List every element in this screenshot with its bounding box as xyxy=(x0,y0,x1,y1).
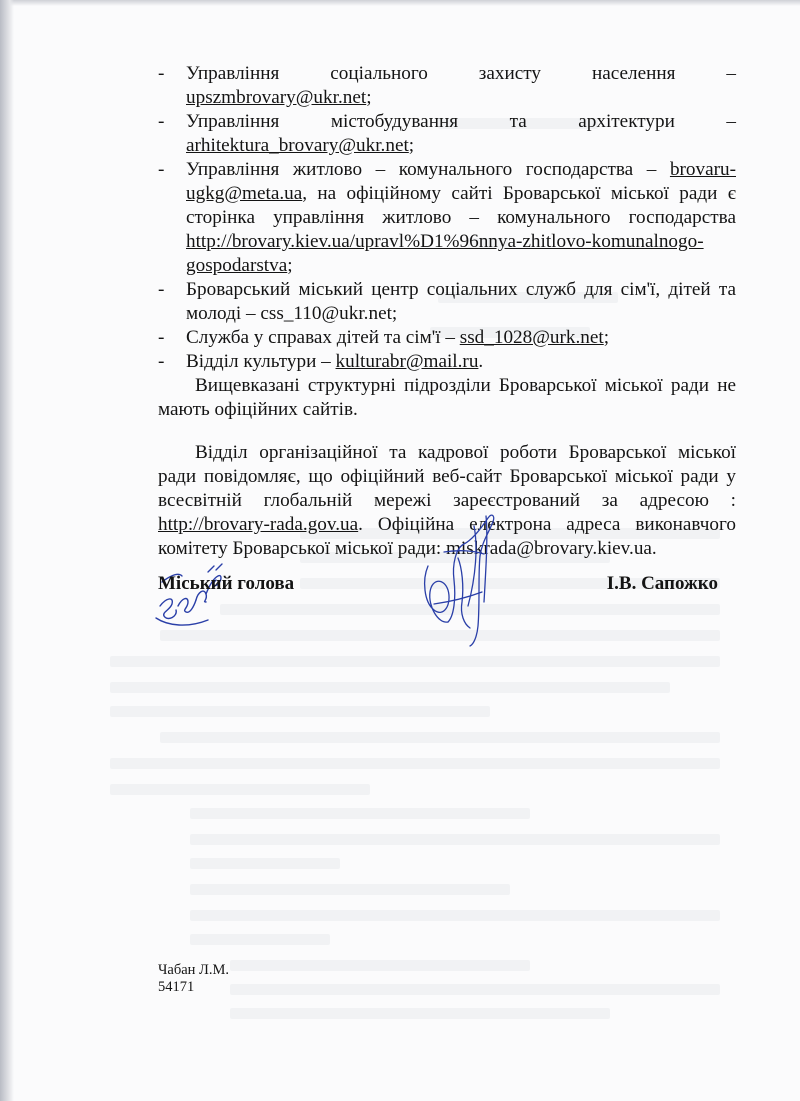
executor-phone: 54171 xyxy=(158,979,195,995)
paragraph-no-websites: Вищевказані структурні підрозділи Броварської міської ради не мають офіційних сайтів. xyxy=(158,375,736,420)
list-item xyxy=(158,278,736,326)
executor-footer xyxy=(158,962,229,996)
page-top-edge xyxy=(0,0,800,6)
list-item xyxy=(158,326,736,350)
list-item-text: Управління соціального захисту населення – xyxy=(186,63,736,84)
list-item-punctuation: ; xyxy=(603,327,610,348)
list-item-punctuation: ; xyxy=(287,255,293,276)
list-dash: - xyxy=(158,111,165,132)
list-dash: - xyxy=(158,159,165,180)
list-item-text: Відділ культури – xyxy=(186,351,336,372)
list-item-text: Служба у справах дітей та сім'ї – xyxy=(186,327,460,348)
list-item-text: Управління житлово – комунального господарства – xyxy=(186,159,670,180)
email-link[interactable]: arhitektura_brovary@ukr.net xyxy=(186,135,409,156)
executor-name: Чабан Л.М. xyxy=(158,962,230,978)
signatory-name: І.В. Сапожко xyxy=(606,573,718,594)
list-item-text: Броварський міський центр соціальних служб для сім'ї, дітей та молоді – css_110@ukr.net; xyxy=(186,279,736,324)
list-item xyxy=(158,62,736,110)
paragraph-text: . Офіційна електрона адреса виконавчого комітету Броварської міської ради: miskrada@brovary.kiev.ua. xyxy=(158,514,736,560)
paragraph-text: Відділ організаційної та кадрової роботи Броварської міської ради повідомляє, що офіційний веб-сайт Броварської міської ради у всесвітній глобальній мережі зареєстрований за адресою : xyxy=(158,442,736,512)
email-link[interactable]: upszmbrovary@ukr.net xyxy=(186,87,367,108)
list-item-punctuation: ; xyxy=(366,87,372,108)
email-link[interactable]: kulturabr@mail.ru xyxy=(335,351,479,372)
list-item-punctuation: . xyxy=(478,351,484,372)
list-item-text: , на офіційному сайті Броварської міської ради є сторінка управління житлово – комунального господарства xyxy=(186,183,736,228)
list-item xyxy=(158,158,736,278)
list-dash: - xyxy=(158,63,165,84)
list-dash: - xyxy=(158,327,165,348)
website-link[interactable]: http://brovary-rada.gov.ua xyxy=(158,514,359,536)
list-item-punctuation: ; xyxy=(408,135,415,156)
email-link[interactable]: brovaru-ugkg@meta.ua xyxy=(186,159,736,204)
list-dash: - xyxy=(158,351,165,372)
signatory-position: Міський голова xyxy=(158,573,295,594)
page-left-edge-shadow xyxy=(0,0,14,1101)
list-dash: - xyxy=(158,279,165,300)
list-item xyxy=(158,350,736,374)
list-item-text: Управління містобудування та архітектури – xyxy=(186,111,736,132)
email-link[interactable]: ssd_1028@urk.net xyxy=(459,327,604,348)
signature xyxy=(408,506,518,651)
website-link[interactable]: http://brovary.kiev.ua/upravl%D1%96nnya-zhitlovo-komunalnogo-gospodarstva xyxy=(186,231,704,276)
list-item xyxy=(158,110,736,158)
letter-body xyxy=(158,62,736,580)
